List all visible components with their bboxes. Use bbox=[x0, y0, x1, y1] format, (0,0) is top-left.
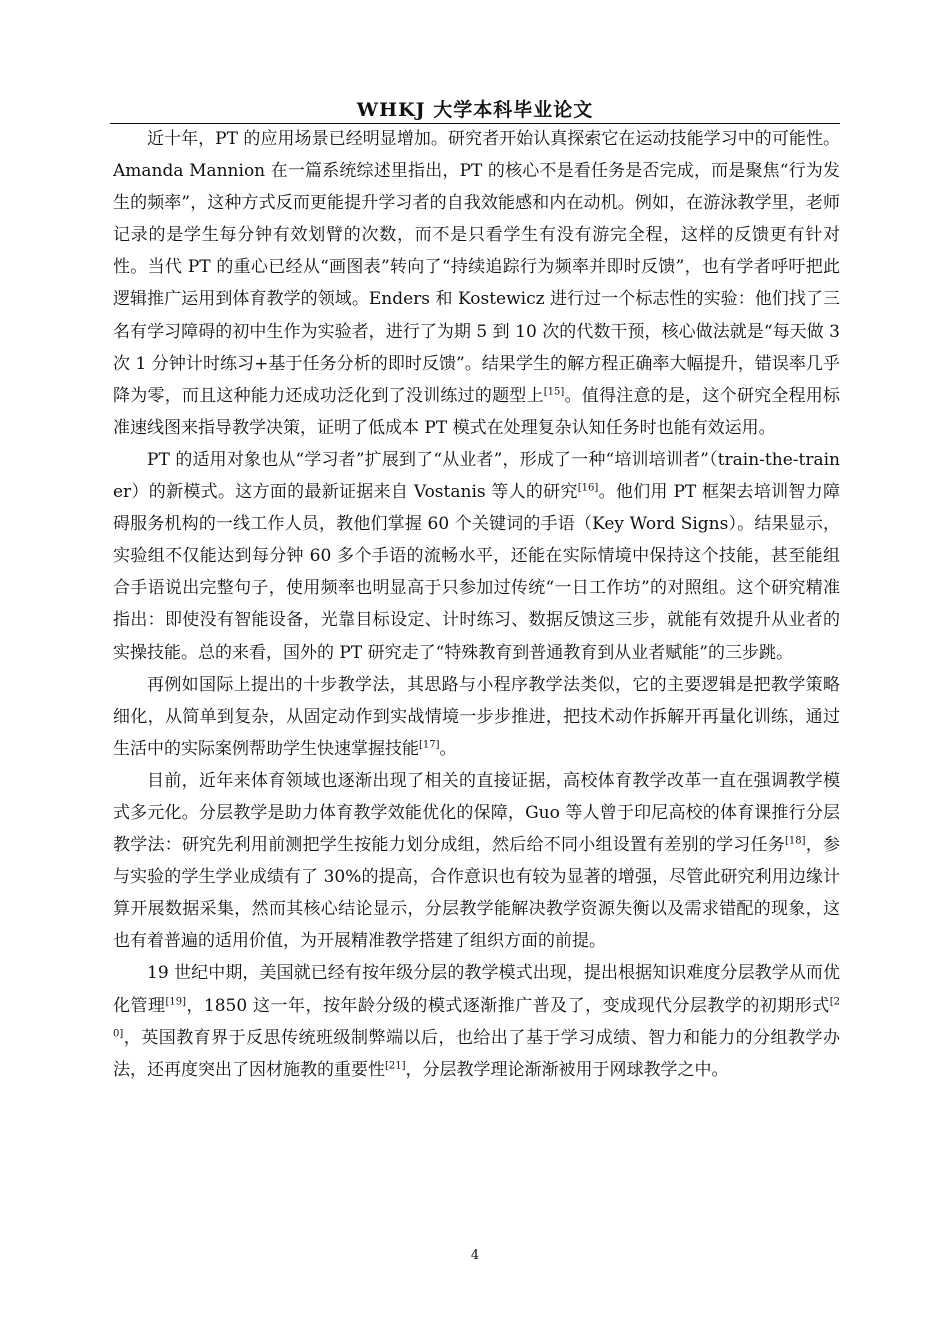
citation-marker[interactable]: [20] bbox=[113, 995, 840, 1039]
text-run: 再例如国际上提出的十步教学法，其思路与小程序教学法类似，它的主要逻辑是把教学策略细化，从简单到复杂，从固定动作到实战情境一步步推进，把技术动作拆解开再量化训练，通过生活中的实际案例帮助学生快速掌握技能 bbox=[113, 674, 840, 759]
page-number: 4 bbox=[470, 1248, 480, 1263]
text-run: 19 世纪中期，美国就已经有按年级分层的教学模式出现，提出根据知识难度分层教学从而优化管理 bbox=[113, 963, 840, 1016]
citation-marker[interactable]: [16] bbox=[577, 482, 599, 494]
citation-marker[interactable]: [17] bbox=[419, 739, 440, 751]
paragraph bbox=[113, 444, 840, 669]
text-run: ，参与实验的学生学业成绩有了 30%的提高，合作意识也有较为显著的增强，尽管此研究利用边缘计算开展数据采集，然而其核心结论显示，分层教学能解决教学资源失衡以及需求错配的现象，这也有着普遍的适用价值，为开展精准教学搭建了组织方面的前提。 bbox=[113, 835, 840, 952]
paragraph bbox=[113, 123, 840, 444]
body-text bbox=[113, 123, 840, 1213]
text-run: PT 的适用对象也从“学习者”扩展到了“从业者”，形成了一种“培训培训者”（train-the-trainer）的新模式。这方面的最新证据来自 Vostanis 等人的研究 bbox=[113, 449, 840, 503]
text-run: ，英国教育界于反思传统班级制弊端以后，也给出了基于学习成绩、智力和能力的分组教学办法，还再度突出了因材施教的重要性 bbox=[113, 1027, 840, 1080]
text-run: 。他们用 PT 框架去培训智力障碍服务机构的一线工作人员，教他们掌握 60 个关键词的手语（Key Word Signs）。结果显示，实验组不仅能达到每分钟 60 多个手语的流畅水平，还能在实际情境中保持这个技能，甚至能组合手语说出完整句子，使用频率也明显高于只参加过传统“一日工作坊”的对照组。这个研究精准指出：即使没有智能设备，光靠目标设定、计时练习、数据反馈这三步，就能有效提升从业者的实操技能。总的来看，国外的 PT 研究走了“特殊教育到普通教育到从业者赋能”的三步跳。 bbox=[113, 482, 840, 663]
text-run: ，分层教学理论渐渐被用于网球教学之中。 bbox=[405, 1059, 729, 1080]
citation-marker[interactable]: [18] bbox=[785, 835, 806, 847]
paragraph bbox=[113, 765, 840, 958]
text-run: 目前，近年来体育领域也逐渐出现了相关的直接证据，高校体育教学改革一直在强调教学模式多元化。分层教学是助力体育教学效能优化的保障，Guo 等人曾于印尼高校的体育课推行分层教学法：研究先利用前测把学生按能力划分成组，然后给不同小组设置有差别的学习任务 bbox=[113, 770, 840, 856]
paragraph bbox=[113, 669, 840, 765]
citation-marker[interactable]: [15] bbox=[543, 386, 565, 398]
running-header: WHKJ 大学本科毕业论文 bbox=[356, 99, 594, 121]
text-run: 。 bbox=[439, 738, 457, 759]
text-run: 近十年，PT 的应用场景已经明显增加。研究者开始认真探索它在运动技能学习中的可能性。Amanda Mannion 在一篇系统综述里指出，PT 的核心不是看任务是否完成，而是聚焦“行为发生的频率”，这种方式反而更能提升学习者的自我效能感和内在动机。例如，在游泳教学里，老师记录的是学生每分钟有效划臂的次数，而不是只看学生有没有游完全程，这样的反馈更有针对性。当代 PT 的重心已经从“画图表”转向了“持续追踪行为频率并即时反馈”，也有学者呼吁把此逻辑推广运用到体育教学的领域。Enders 和 Kostewicz 进行过一个标志性的实验：他们找了三名有学习障碍的初中生作为实验者，进行了为期 5 到 10 次的代数干预，核心做法就是“每天做 3 次 1 分钟计时练习+基于任务分析的即时反馈”。结果学生的解方程正确率大幅提升，错误率几乎降为零，而且这种能力还成功泛化到了没训练过的题型上 bbox=[113, 129, 840, 406]
citation-marker[interactable]: [21] bbox=[385, 1060, 406, 1072]
text-run: 。值得注意的是，这个研究全程用标准速线图来指导教学决策，证明了低成本 PT 模式在处理复杂认知任务时也能有效运用。 bbox=[113, 385, 840, 438]
citation-marker[interactable]: [19] bbox=[165, 995, 186, 1007]
paragraph bbox=[113, 957, 840, 1085]
text-run: ，1850 这一年，按年龄分级的模式逐渐推广普及了，变成现代分层教学的初期形式 bbox=[185, 995, 830, 1016]
